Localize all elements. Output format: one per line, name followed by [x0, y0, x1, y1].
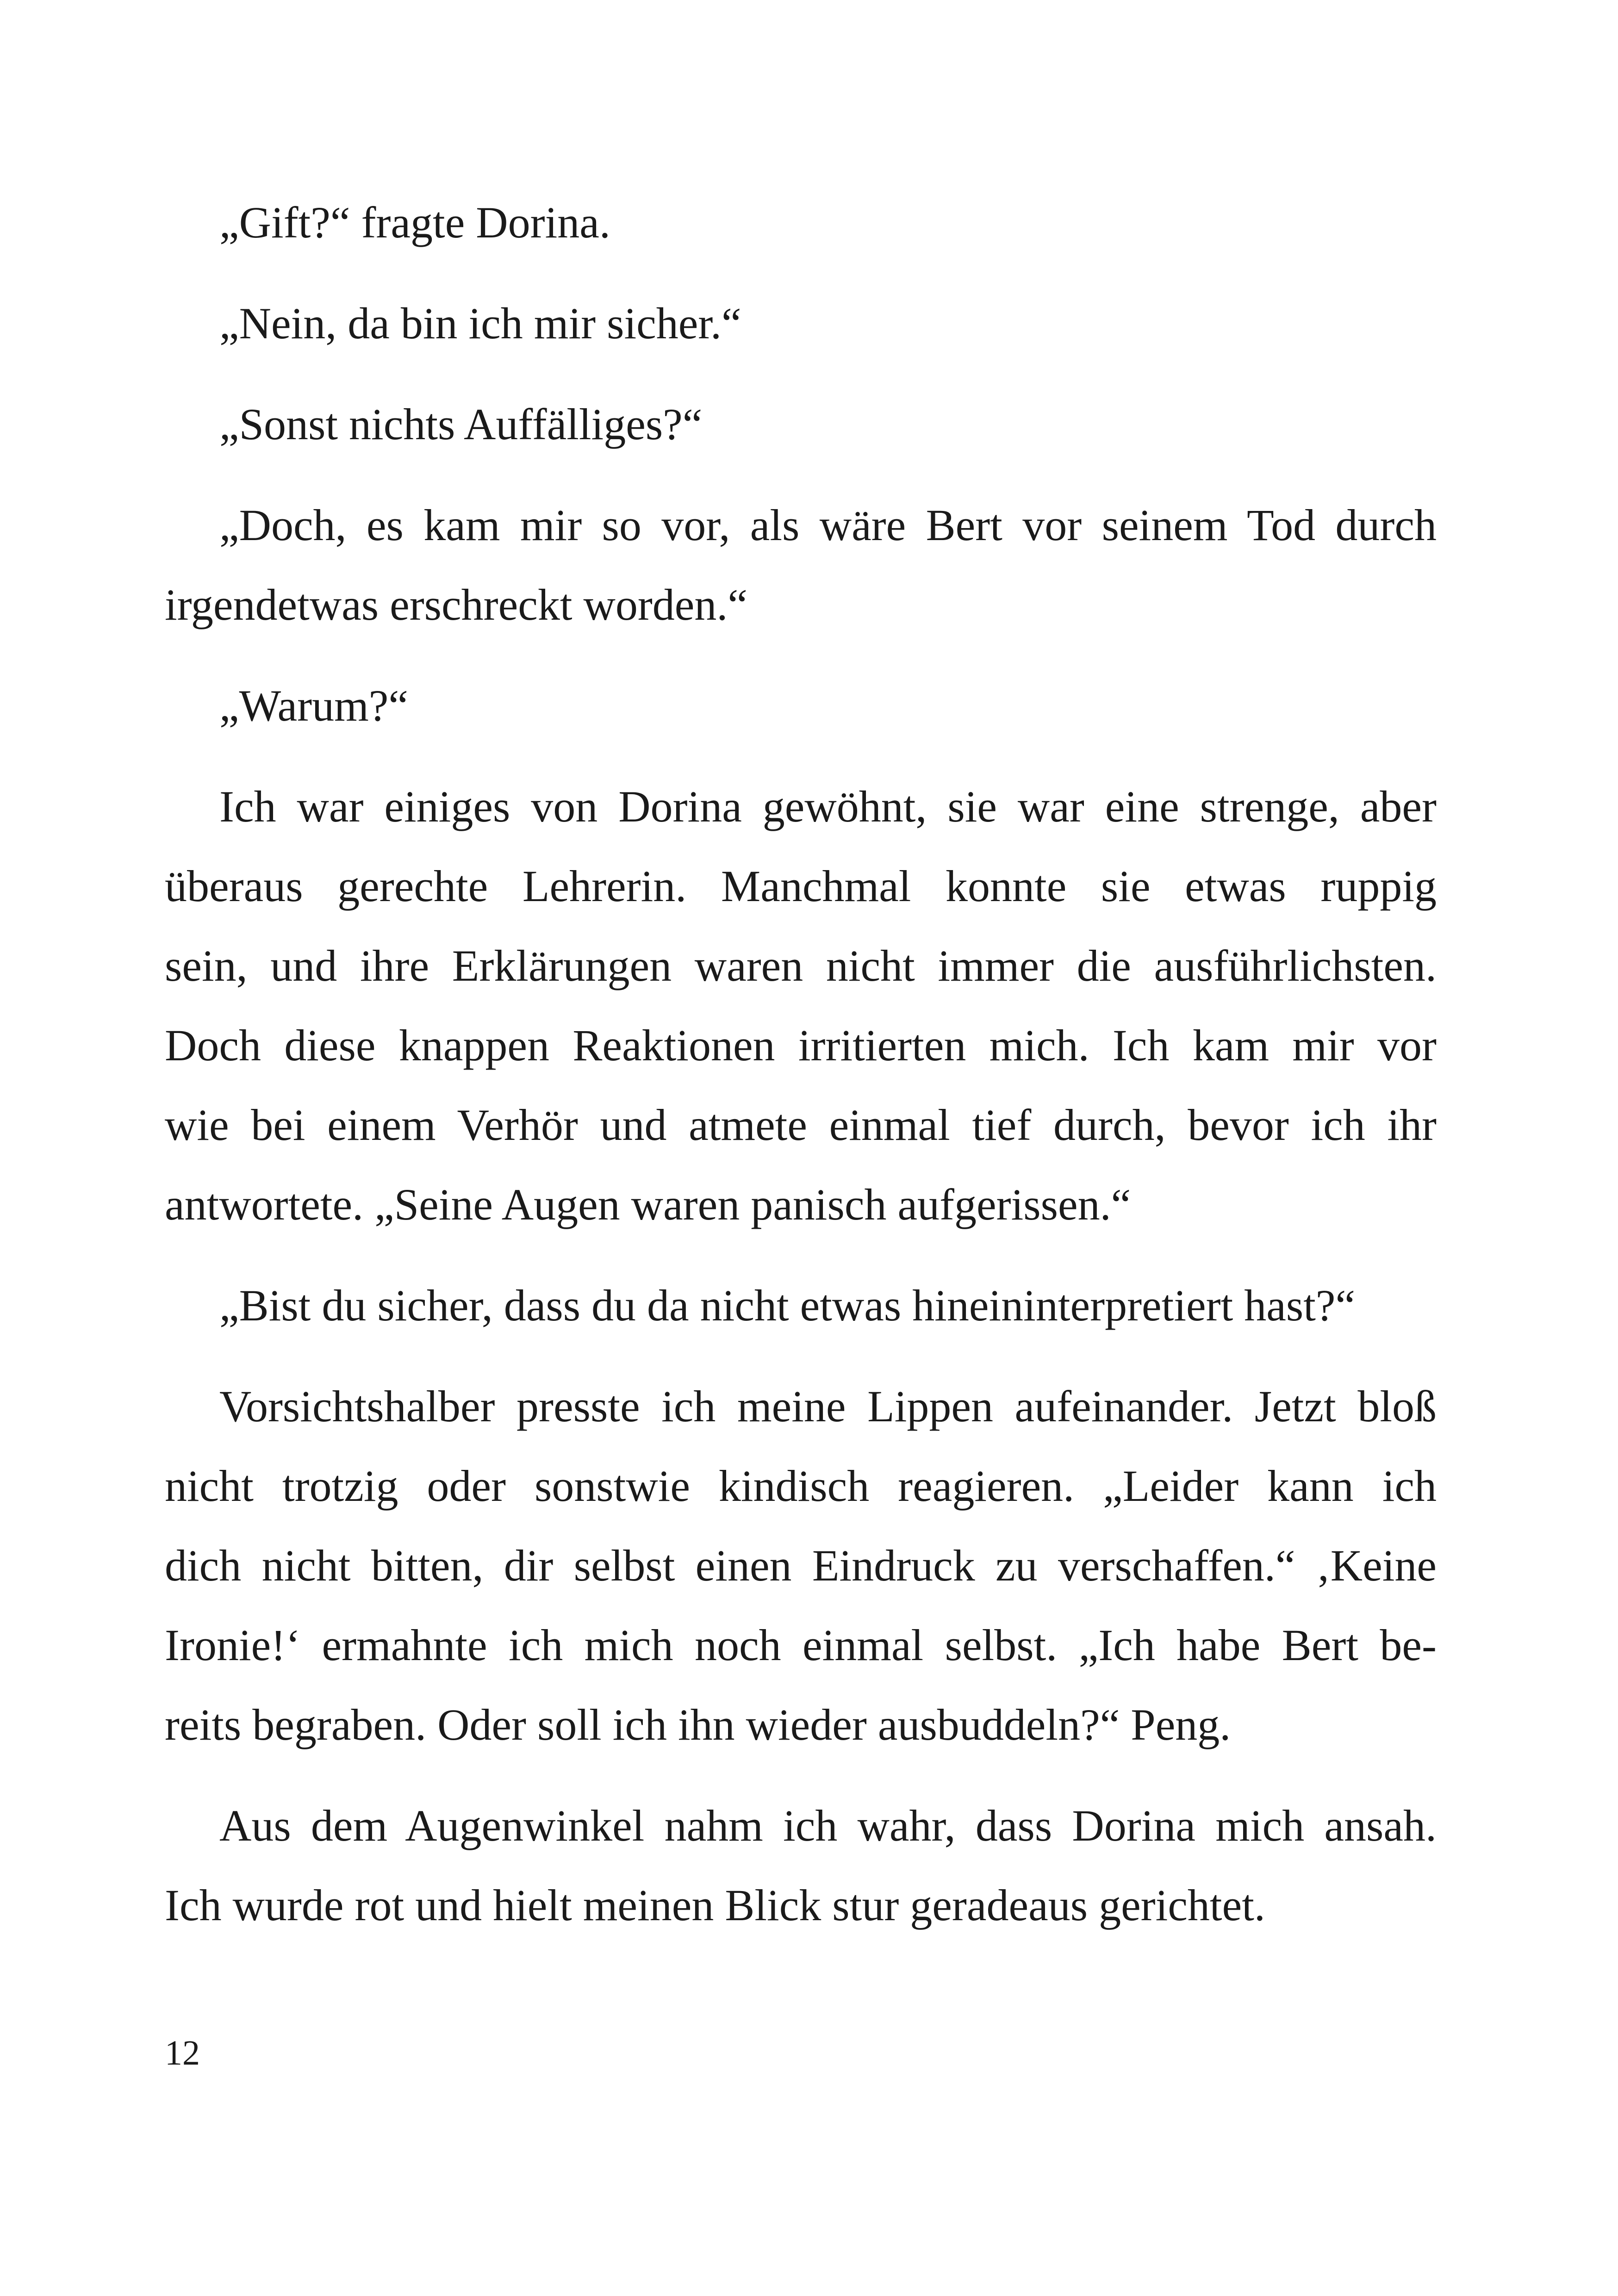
text-line: „Bist du sicher, dass du da nicht etwas hineininterpretiert hast?“	[219, 1281, 1356, 1330]
text-line: wie bei einem Verhör und atmete einmal tief durch, bevor ich ihr	[165, 1100, 1437, 1150]
text-line: „Gift?“ fragte Dorina.	[219, 198, 610, 247]
text-line: nicht trotzig oder sonstwie kindisch reagieren. „Leider kann ich	[165, 1461, 1437, 1511]
text-line: überaus gerechte Lehrerin. Manchmal konnte sie etwas ruppig	[165, 861, 1437, 911]
text-line: Ich war einiges von Dorina gewöhnt, sie war eine strenge, aber	[219, 782, 1437, 831]
narrative-paragraph	[165, 1786, 1437, 1945]
text-line: Doch diese knappen Reaktionen irritierten mich. Ich kam mir vor	[165, 1020, 1437, 1070]
text-line: „Doch, es kam mir so vor, als wäre Bert vor seinem Tod durch	[219, 500, 1437, 550]
text-line: antwortete. „Seine Augen waren panisch aufgerissen.“	[165, 1180, 1131, 1229]
text-line: reits begraben. Oder soll ich ihn wieder ausbuddeln?“ Peng.	[165, 1700, 1231, 1749]
dialogue-paragraph	[165, 485, 1437, 645]
text-line: dich nicht bitten, dir selbst einen Eindruck zu verschaffen.“ ‚Keine	[165, 1541, 1437, 1590]
text-line: Vorsichtshalber presste ich meine Lippen aufeinander. Jetzt bloß	[219, 1381, 1437, 1431]
text-line: Aus dem Augenwinkel nahm ich wahr, dass Dorina mich ansah.	[219, 1801, 1437, 1850]
book-text-body	[165, 183, 1437, 1966]
narrative-paragraph	[165, 1367, 1437, 1765]
dialogue-paragraph	[165, 183, 1437, 262]
dialogue-paragraph	[165, 385, 1437, 464]
text-line: irgendetwas erschreckt worden.“	[165, 580, 748, 629]
text-line: Ich wurde rot und hielt meinen Blick stur geradeaus gerichtet.	[165, 1880, 1265, 1930]
dialogue-paragraph	[165, 1266, 1437, 1345]
text-line: sein, und ihre Erklärungen waren nicht immer die ausführlichsten.	[165, 941, 1437, 990]
text-line: „Sonst nichts Auffälliges?“	[219, 399, 703, 449]
dialogue-paragraph	[165, 666, 1437, 746]
narrative-paragraph	[165, 767, 1437, 1244]
dialogue-paragraph	[165, 284, 1437, 363]
page-number: 12	[165, 2034, 200, 2072]
text-line: „Nein, da bin ich mir sicher.“	[219, 299, 741, 348]
text-line: „Warum?“	[219, 681, 408, 730]
text-line: Ironie!‘ ermahnte ich mich noch einmal selbst. „Ich habe Bert be-	[165, 1620, 1437, 1670]
